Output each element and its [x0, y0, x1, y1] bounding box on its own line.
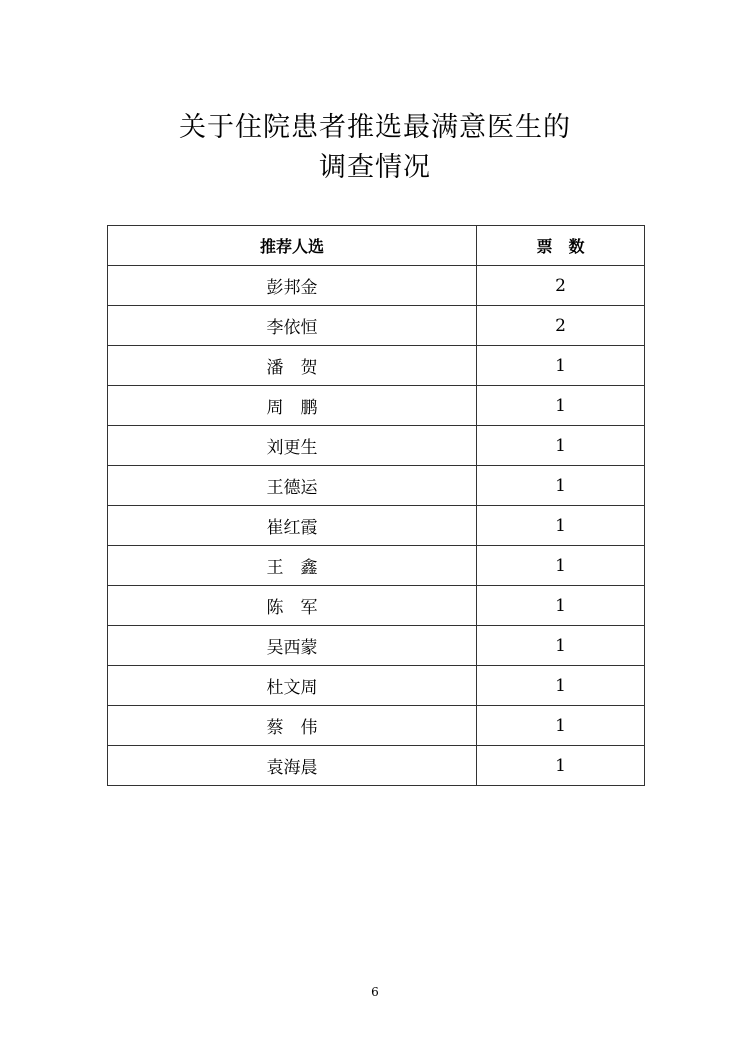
- candidate-name: 崔红霞: [108, 506, 477, 546]
- candidate-name: 杜文周: [108, 666, 477, 706]
- candidate-name: 袁海晨: [108, 746, 477, 786]
- vote-count: 1: [477, 386, 645, 426]
- table-row: [108, 626, 645, 666]
- vote-count: 1: [477, 546, 645, 586]
- candidate-name: 彭邦金: [108, 266, 477, 306]
- table-row: [108, 746, 645, 786]
- page-number: 6: [371, 985, 379, 999]
- candidate-name: 周 鹏: [108, 386, 477, 426]
- candidate-name: 王 鑫: [108, 546, 477, 586]
- vote-count: 1: [477, 466, 645, 506]
- document-title-line-2: 调查情况: [319, 152, 431, 183]
- vote-count: 1: [477, 346, 645, 386]
- table-row: [108, 506, 645, 546]
- table-row: [108, 426, 645, 466]
- candidate-name: 陈 军: [108, 586, 477, 626]
- candidate-name: 刘更生: [108, 426, 477, 466]
- candidate-name: 潘 贺: [108, 346, 477, 386]
- table-row: [108, 706, 645, 746]
- candidate-name: 王德运: [108, 466, 477, 506]
- vote-count: 1: [477, 706, 645, 746]
- vote-count: 1: [477, 666, 645, 706]
- table-row: [108, 306, 645, 346]
- table-header-row: [108, 226, 645, 266]
- header-candidate: 推荐人选: [108, 226, 477, 266]
- candidate-name: 蔡 伟: [108, 706, 477, 746]
- vote-count: 1: [477, 746, 645, 786]
- table-row: [108, 586, 645, 626]
- table-row: [108, 346, 645, 386]
- header-votes: 票 数: [477, 226, 645, 266]
- table-row: [108, 666, 645, 706]
- vote-count: 1: [477, 426, 645, 466]
- vote-count: 1: [477, 586, 645, 626]
- table-row: [108, 546, 645, 586]
- table-row: [108, 466, 645, 506]
- candidate-name: 李依恒: [108, 306, 477, 346]
- table-row: [108, 266, 645, 306]
- vote-count: 1: [477, 506, 645, 546]
- vote-count: 1: [477, 626, 645, 666]
- table-row: [108, 386, 645, 426]
- document-title-line-1: 关于住院患者推选最满意医生的: [179, 112, 571, 143]
- vote-results-table: [107, 225, 645, 786]
- vote-count: 2: [477, 306, 645, 346]
- vote-count: 2: [477, 266, 645, 306]
- candidate-name: 吴西蒙: [108, 626, 477, 666]
